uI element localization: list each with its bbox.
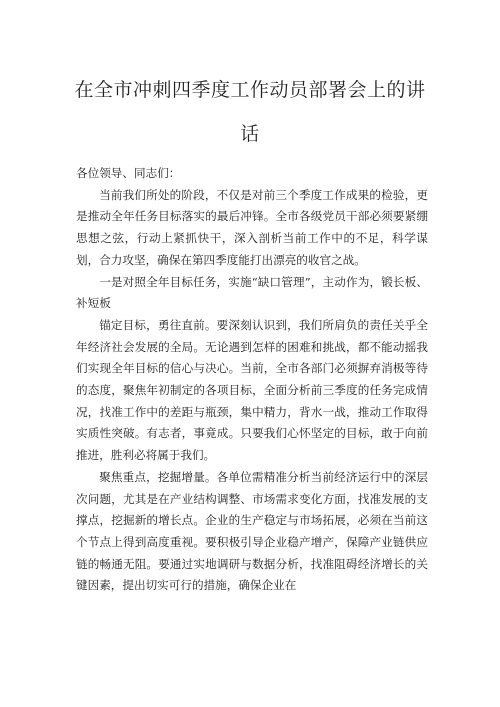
document-body: [76, 163, 428, 597]
paragraph-intro: 当前我们所处的阶段，不仅是对前三个季度工作成果的检验，更是推动全年任务目标落实的最后冲锋。全市各级党员干部必须要紧绷思想之弦，行动上紧抓快干，深入剖析当前工作中的不足，科学谋划，合力攻坚，确保在第四季度能打出漂亮的收官之战。: [76, 187, 428, 267]
document-title-line-1: 在全市冲刺四季度工作动员部署会上的讲: [74, 79, 426, 101]
paragraph-heading-one: 一是对照全年目标任务，实施“缺口管理”，主动作为，锻长板、补短板: [76, 274, 428, 311]
salutation: 各位领导、同志们：: [76, 166, 181, 180]
document-title-line-2: 话: [240, 123, 260, 145]
paragraph-focus: 聚焦重点，挖掘增量。各单位需精准分析当前经济运行中的深层次问题，尤其是在产业结构调整、市场需求变化方面，找准发展的支撑点，挖掘新的增长点。企业的生产稳定与市场拓展，必须在当前这个节点上得到高度重视。要积极引导企业稳产增产，保障产业链供应链的畅通无阻。要通过实地调研与数据分析，找准阻碍经济增长的关键因素，提出切实可行的措施，确保企业在: [76, 469, 428, 593]
paragraph-goals: 锚定目标，勇往直前。要深刻认识到，我们所肩负的责任关乎全年经济社会发展的全局。无论遇到怎样的困难和挑战，都不能动摇我们实现全年目标的信心与决心。当前，全市各部门必须摒弃消极等待的态度，聚焦年初制定的各项目标，全面分析前三季度的任务完成情况，找准工作中的差距与瓶颈，集中精力，背水一战，推动工作取得实质性突破。有志者，事竟成。只要我们心怀坚定的目标，敢于向前推进，胜利必将属于我们。: [76, 317, 428, 463]
